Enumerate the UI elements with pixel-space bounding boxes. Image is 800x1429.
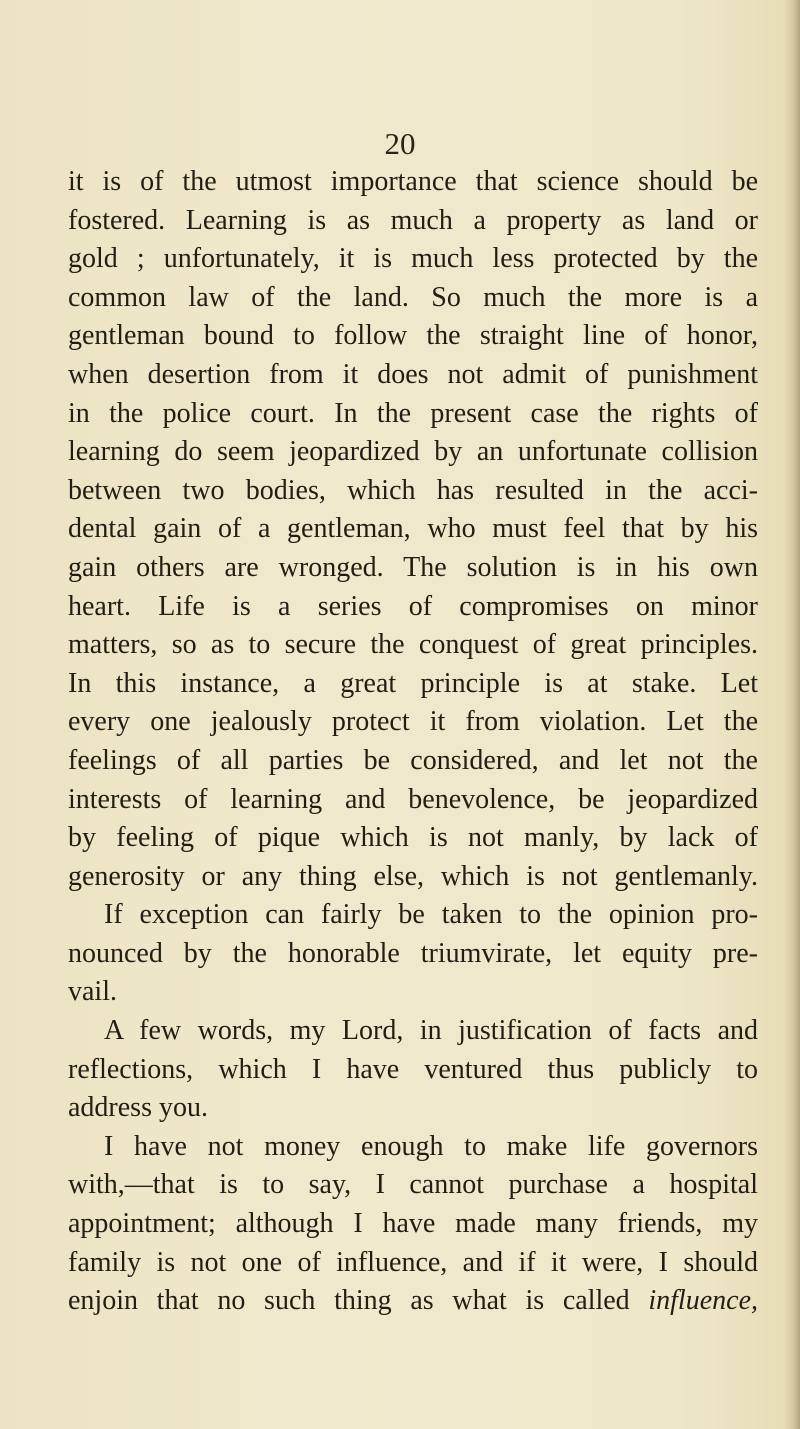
text-line: generosity or any thing else, which is not gentlemanly. xyxy=(68,860,758,892)
text-line: I have not money enough to make life governors xyxy=(104,1130,758,1162)
text-line: feelings of all parties be considered, and let not the xyxy=(68,744,758,776)
body-text xyxy=(68,163,758,1321)
text-line-final xyxy=(68,1282,758,1321)
page-number: 20 xyxy=(384,126,416,161)
text-line: In this instance, a great principle is at stake. Let xyxy=(68,667,758,699)
text-line: address you. xyxy=(68,1092,208,1124)
text-line: gold ; unfortunately, it is much less protected by the xyxy=(68,243,758,275)
text-line: A few words, my Lord, in justification of facts and xyxy=(104,1015,758,1047)
text-line: every one jealously protect it from violation. Let the xyxy=(68,706,758,738)
text-line: fostered. Learning is as much a property as land or xyxy=(68,204,758,236)
text-line: by feeling of pique which is not manly, by lack of xyxy=(68,822,758,854)
text-line: with,—that is to say, I cannot purchase a hospital xyxy=(68,1169,758,1201)
text-line: family is not one of influence, and if it were, I should xyxy=(68,1246,758,1278)
final-line-italic-word: influence, xyxy=(648,1285,758,1317)
text-line: gain others are wronged. The solution is in his own xyxy=(68,551,758,583)
text-line: heart. Life is a series of compromises on minor xyxy=(68,590,758,622)
text-line: it is of the utmost importance that science should be xyxy=(68,166,758,197)
text-line: reflections, which I have ventured thus publicly to xyxy=(68,1053,758,1085)
text-line: common law of the land. So much the more is a xyxy=(68,281,758,313)
text-line: vail. xyxy=(68,976,117,1008)
page-edge-shadow xyxy=(784,0,800,1429)
text-line: If exception can fairly be taken to the opinion pro- xyxy=(104,899,758,931)
text-line: when desertion from it does not admit of punishment xyxy=(68,358,758,390)
text-line: dental gain of a gentleman, who must feel that by his xyxy=(68,513,758,545)
text-line: gentleman bound to follow the straight line of honor, xyxy=(68,320,758,352)
text-line: learning do seem jeopardized by an unfortunate collision xyxy=(68,436,758,468)
final-line-text: enjoin that no such thing as what is called xyxy=(68,1285,649,1317)
text-line: interests of learning and benevolence, be jeopardized xyxy=(68,783,758,815)
text-line: between two bodies, which has resulted in the acci- xyxy=(68,474,758,506)
text-line: matters, so as to secure the conquest of great principles. xyxy=(68,629,758,661)
text-line: nounced by the honorable triumvirate, let equity pre- xyxy=(68,937,758,969)
text-line: appointment; although I have made many friends, my xyxy=(68,1208,758,1240)
text-line: in the police court. In the present case the rights of xyxy=(68,397,758,429)
